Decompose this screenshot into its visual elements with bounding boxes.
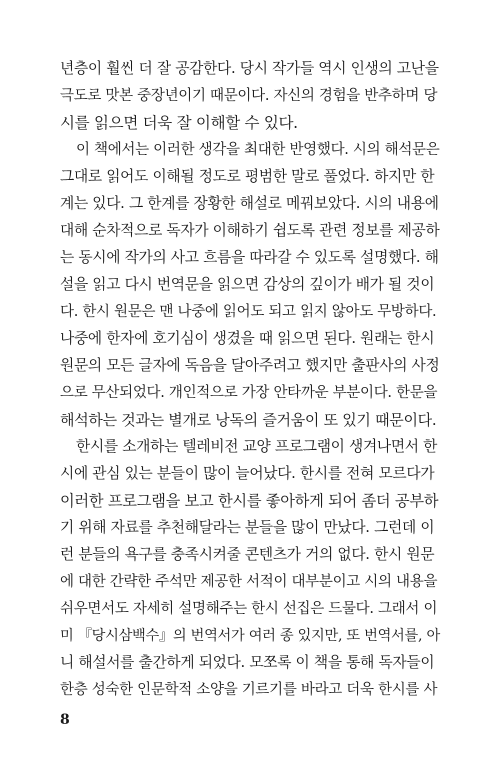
paragraph-start-line: 이 책에서는 이러한 생각을 최대한 반영했다. 시의 해석문은 [76, 142, 440, 158]
body-text-line: 으로 무산되었다. 개인적으로 가장 안타까운 부분이다. 한문을 [60, 385, 438, 401]
body-text-line: 기 위해 자료를 추천해달라는 분들을 많이 만났다. 그런데 이 [60, 519, 435, 536]
body-text-line: 나중에 한자에 호기심이 생겼을 때 읽으면 된다. 원래는 한시 [60, 330, 435, 347]
body-text-line: 대해 순차적으로 독자가 이해하기 쉽도록 관련 정보를 제공하 [60, 222, 440, 239]
body-text-line: 해석하는 것과는 별개로 낭독의 즐거움이 또 있기 때문이다. [60, 411, 437, 429]
body-text-line: 는 동시에 작가의 사고 흐름을 따라갈 수 있도록 설명했다. 해 [60, 249, 439, 266]
body-text-line: 이러한 프로그램을 보고 한시를 좋아하게 되어 좀더 공부하 [60, 492, 439, 510]
body-text-line: 설을 읽고 다시 번역문을 읽으면 감상의 깊이가 배가 될 것이 [60, 276, 435, 293]
body-text-line: 다. 한시 원문은 맨 나중에 읽어도 되고 읽지 않아도 무방하다. [60, 304, 437, 320]
body-text-line: 계는 있다. 그 한계를 장황한 해설로 메꿔보았다. 시의 내용에 [60, 195, 439, 212]
body-text-line: 극도로 맛본 중장년이기 때문이다. 자신의 경험을 반추하며 당 [60, 88, 438, 104]
body-text-line: 시에 관심 있는 분들이 많이 늘어났다. 한시를 전혀 모르다가 [60, 465, 435, 482]
paragraph-start-line: 한시를 소개하는 텔레비전 교양 프로그램이 생겨나면서 한 [76, 438, 438, 455]
body-text-line: 런 분들의 욕구를 충족시켜줄 콘텐츠가 거의 없다. 한시 원문 [60, 546, 435, 563]
body-text-line: 시를 읽으면 더욱 잘 이해할 수 있다. [60, 114, 298, 132]
body-text-line: 그대로 읽어도 이해될 정도로 평범한 말로 풀었다. 하지만 한 [60, 168, 435, 185]
body-text-line: 년층이 훨씬 더 잘 공감한다. 당시 작가들 역시 인생의 고난을 [60, 60, 439, 77]
body-text-line: 한층 성숙한 인문학적 소양을 기르기를 바라고 더욱 한시를 사 [60, 682, 438, 698]
body-text-line: 쉬우면서도 자세히 설명해주는 한시 선집은 드물다. 그래서 이 [60, 601, 438, 617]
body-text-line: 니 해설서를 출간하게 되었다. 모쪼록 이 책을 통해 독자들이 [60, 654, 435, 671]
body-text-line: 미 『당시삼백수』의 번역서가 여러 종 있지만, 또 번역서를, 아 [60, 628, 440, 644]
page-number: 8 [60, 712, 70, 728]
body-text-line: 원문의 모든 글자에 독음을 달아주려고 했지만 출판사의 사정 [60, 357, 440, 374]
body-text-line: 에 대한 간략한 주석만 제공한 서적이 대부분이고 시의 내용을 [60, 574, 438, 590]
